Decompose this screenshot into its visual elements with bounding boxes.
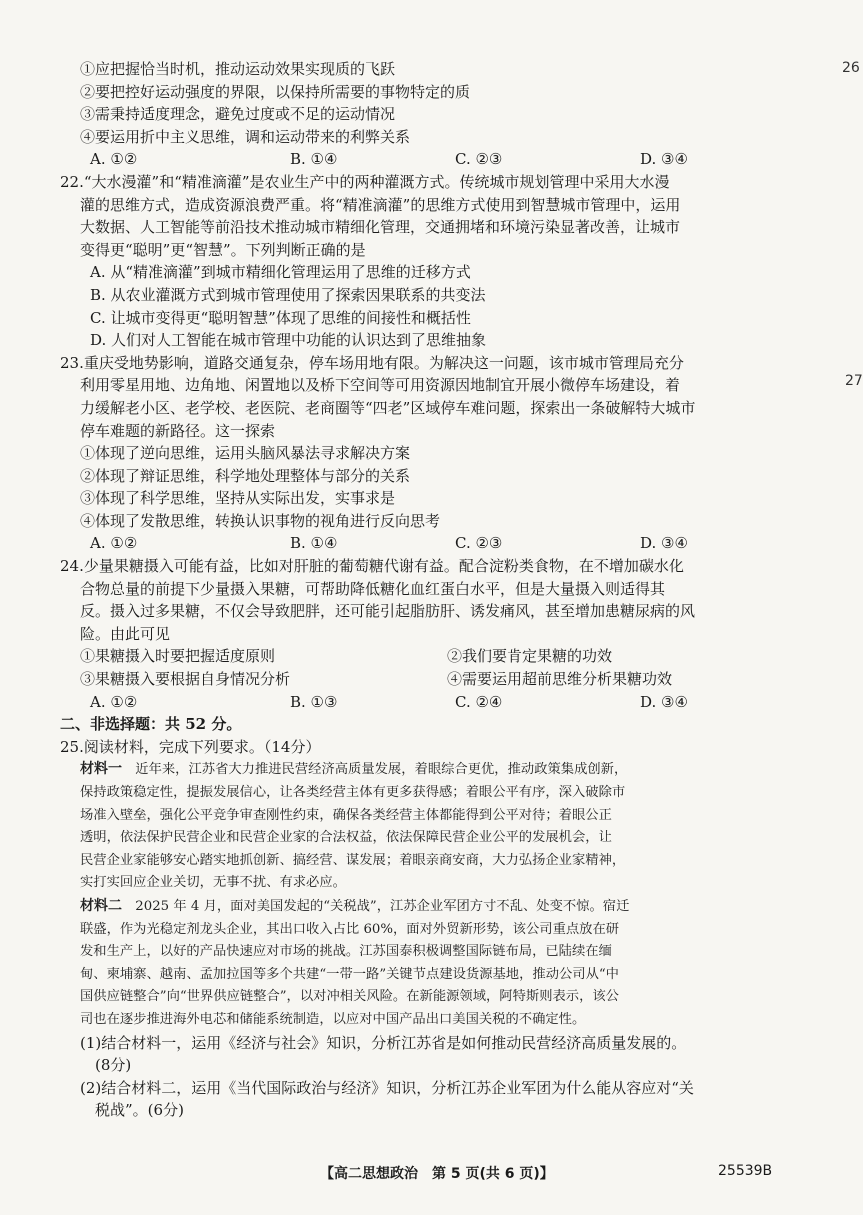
q21-option-a: A. ①②	[90, 150, 138, 169]
material-one	[80, 758, 780, 895]
material-two	[80, 895, 780, 1032]
q23-option-d: D. ③④	[640, 534, 688, 553]
q24-option-d: D. ③④	[640, 692, 688, 711]
q21-option-b: B. ①④	[290, 150, 338, 169]
q22-stem-line-1: 22.“大水漫灌”和“精准滴灌”是农业生产中的两种灌溉方式。传统城市规划管理中采用大水漫	[60, 172, 670, 191]
q23-stem-line-3: 力缓解老小区、老学校、老医院、老商圈等“四老”区域停车难问题，探索出一条破解特大城市	[80, 398, 696, 417]
q25-sub-1-line-2: (8分)	[80, 1056, 132, 1075]
material-two-line-1: 2025 年 4 月，面对美国发起的“关税战”，江苏企业军团方寸不乱、处变不惊。宿迁	[122, 898, 630, 914]
exam-content	[60, 58, 780, 1122]
material-one-line-2: 保持政策稳定性，提振发展信心，让各类经营主体有更多获得感；着眼公平有序，深入破除市	[80, 785, 626, 800]
material-one-line-3: 场准入壁垒，强化公平竞争审查刚性约束，确保各类经营主体都能得到公平对待；着眼公正	[80, 807, 612, 823]
q21-option-c: C. ②③	[455, 150, 503, 169]
q25-sub-2-line-2: 税战”。(6分)	[80, 1101, 184, 1120]
q23-item-1: ①体现了逆向思维，运用头脑风暴法寻求解决方案	[80, 444, 411, 463]
q21-options	[80, 148, 780, 171]
q22-option-c: C. 让城市变得更“聪明智慧”体现了思维的间接性和概括性	[90, 308, 471, 327]
q24-items-row-1	[80, 645, 780, 668]
q24-items-row-2	[80, 668, 780, 691]
q23-stem-line-2: 利用零星用地、边角地、闲置地以及桥下空间等可用资源因地制宜开展小微停车场建设，着	[80, 376, 681, 395]
q24-item-4: ④需要运用超前思维分析果糖功效	[447, 670, 673, 689]
q24-stem-line-1: 24.少量果糖摄入可能有益，比如对肝脏的葡萄糖代谢有益。配合淀粉类食物，在不增加碳水化	[60, 557, 684, 576]
q24-stem-line-3: 反。摄入过多果糖，不仅会导致肥胖，还可能引起脂肪肝、诱发痛风，甚至增加患糖尿病的风	[80, 602, 696, 621]
margin-number-middle: 27	[845, 373, 863, 389]
q22-option-b: B. 从农业灌溉方式到城市管理使用了探索因果联系的共变法	[90, 285, 486, 304]
q24-item-2: ②我们要肯定果糖的功效	[447, 647, 613, 666]
page-footer	[0, 1163, 860, 1187]
q21-option-d: D. ③④	[640, 150, 688, 169]
q21-item-3: ③需秉持适度理念，避免过度或不足的运动情况	[80, 105, 396, 124]
q24-options	[80, 691, 780, 714]
q21-item-1: ①应把握恰当时机，推动运动效果实现质的飞跃	[80, 60, 396, 78]
material-two-line-6: 司也在逐步推进海外电芯和储能系统制造，以应对中国产品出口美国关税的不确定性。	[80, 1011, 586, 1027]
q23-item-3: ③体现了科学思维，坚持从实际出发，实事求是	[80, 489, 396, 508]
q21-item-2: ②要把控好运动强度的界限，以保持所需要的事物特定的质	[80, 82, 471, 101]
footer-page-info: 【高二思想政治 第 5 页(共 6 页)】	[320, 1166, 554, 1182]
q23-option-c: C. ②③	[455, 534, 503, 553]
q22-stem-line-2: 灌的思维方式，造成资源浪费严重。将“精准滴灌”的思维方式使用到智慧城市管理中，运用	[80, 195, 681, 214]
q24-stem-line-4: 险。由此可见	[80, 624, 171, 643]
q23-item-2: ②体现了辩证思维，科学地处理整体与部分的关系	[80, 466, 411, 485]
q23-item-4: ④体现了发散思维，转换认识事物的视角进行反向思考	[80, 511, 441, 530]
material-two-line-4: 甸、柬埔寨、越南、孟加拉国等多个共建“一带一路”关键节点建设货源基地，推动公司从“中	[80, 966, 619, 982]
q25-sub-1-line-1: (1)结合材料一，运用《经济与社会》知识，分析江苏省是如何推动民营经济高质量发展的。	[80, 1033, 687, 1052]
material-two-line-5: 国供应链整合”向“世界供应链整合”，以对冲相关风险。在新能源领域，阿特斯则表示，该公	[80, 989, 619, 1005]
q23-option-a: A. ①②	[90, 534, 138, 553]
q25-heading: 25.阅读材料，完成下列要求。（14分）	[60, 737, 321, 756]
section-heading: 二、非选择题：共 52 分。	[60, 715, 242, 734]
q24-option-c: C. ②④	[455, 692, 503, 711]
q23-stem-line-4: 停车难题的新路径。这一探索	[80, 421, 276, 440]
q24-item-3: ③果糖摄入要根据自身情况分析	[80, 670, 291, 689]
q24-option-b: B. ①③	[290, 692, 338, 711]
q22-option-d: D. 人们对人工智能在城市管理中功能的认识达到了思维抽象	[90, 331, 487, 350]
material-two-label: 材料二	[80, 897, 122, 914]
q21-item-4: ④要运用折中主义思维，调和运动带来的利弊关系	[80, 127, 411, 146]
material-one-line-4: 透明，依法保护民营企业和民营企业家的合法权益，依法保障民营企业公平的发展机会，让	[80, 830, 612, 846]
q24-item-1: ①果糖摄入时要把握适度原则	[80, 647, 276, 666]
material-one-line-6: 实打实回应企业关切，无事不扰、有求必应。	[80, 875, 346, 891]
q22-stem-line-4: 变得更“聪明”更“智慧”。下列判断正确的是	[80, 240, 366, 259]
margin-number-top: 26	[842, 60, 860, 76]
q23-stem-line-1: 23.重庆受地势影响，道路交通复杂，停车场用地有限。为解决这一问题，该市城市管理局充分	[60, 353, 684, 372]
material-one-label: 材料一	[80, 761, 122, 778]
material-two-line-2: 联盛，作为光稳定剂龙头企业，其出口收入占比 60%，面对外贸新形势，该公司重点放在研	[80, 921, 620, 937]
material-two-line-3: 发和生产上，以好的产品快速应对市场的挑战。江苏国泰积极调整国际链布局，已陆续在缅	[80, 944, 612, 960]
q25-sub-2-line-1: (2)结合材料二，运用《当代国际政治与经济》知识，分析江苏企业军团为什么能从容应对“关	[80, 1078, 694, 1097]
q23-options	[80, 532, 780, 555]
material-one-line-1: 近年来，江苏省大力推进民营经济高质量发展，着眼综合更优，推动政策集成创新，	[122, 762, 628, 778]
q22-option-a: A. 从“精准滴灌”到城市精细化管理运用了思维的迁移方式	[90, 263, 471, 282]
q22-stem-line-3: 大数据、人工智能等前沿技术推动城市精细化管理，交通拥堵和环境污染显著改善，让城市	[80, 218, 681, 237]
q24-option-a: A. ①②	[90, 692, 138, 711]
footer-code: 25539B	[718, 1163, 773, 1179]
q24-stem-line-2: 合物总量的前提下少量摄入果糖，可帮助降低糖化血红蛋白水平，但是大量摄入则适得其	[80, 579, 666, 598]
q23-option-b: B. ①④	[290, 534, 338, 553]
material-one-line-5: 民营企业家能够安心踏实地抓创新、搞经营、谋发展；着眼亲商安商，大力弘扬企业家精神，	[80, 852, 626, 868]
